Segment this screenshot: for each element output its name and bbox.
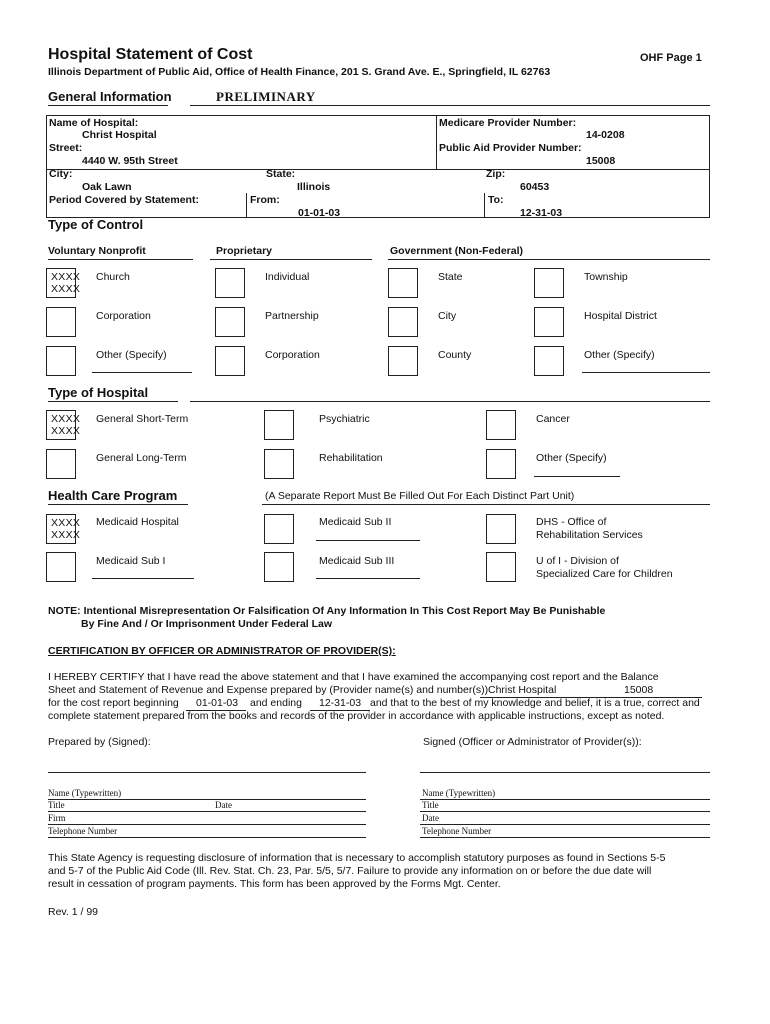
individual-label: Individual xyxy=(265,271,310,283)
preparer-name-line[interactable] xyxy=(48,799,366,800)
medicaid-hospital-label: Medicaid Hospital xyxy=(96,516,179,528)
hospital-name-label: Name of Hospital: xyxy=(49,117,139,129)
cert-line-2: Sheet and Statement of Revenue and Expense prepared by (Provider name(s) and number(s)) xyxy=(48,684,489,696)
state-label: State: xyxy=(266,168,296,180)
preparer-date-label: Date xyxy=(215,800,232,810)
cert-provider-number[interactable]: 15008 xyxy=(624,684,654,696)
footer-line-2: and 5-7 of the Public Aid Code (Ill. Rev. Stat. Ch. 23, Par. 5/5, 5/7. Failure to provide any information on or before the due date will xyxy=(48,865,652,877)
medicaid-sub-3-checkbox[interactable] xyxy=(264,552,294,582)
officer-title-line[interactable] xyxy=(420,811,710,812)
cert-line-3c: and that to the best of my knowledge and belief, it is a true, correct and xyxy=(370,697,700,709)
officer-date-label: Date xyxy=(422,813,439,823)
hospital-district-checkbox[interactable] xyxy=(534,307,564,337)
cert-line-1: I HEREBY CERTIFY that I have read the above statement and that I have examined the accompanying cost report and the Balance xyxy=(48,671,659,683)
to-label: To: xyxy=(488,194,504,206)
corporation-proprietary-checkbox[interactable] xyxy=(215,346,245,376)
government-heading: Government (Non-Federal) xyxy=(390,245,524,257)
county-checkbox[interactable] xyxy=(388,346,418,376)
health-care-program-heading: Health Care Program xyxy=(48,488,178,503)
type-of-control-heading: Type of Control xyxy=(48,217,144,232)
footer-line-1: This State Agency is requesting disclosure of information that is necessary to accomplish statutory purposes as found in Sections 5-5 xyxy=(48,852,666,864)
preparer-firm-label: Firm xyxy=(48,813,66,823)
revision-label: Rev. 1 / 99 xyxy=(48,906,98,918)
zip-value[interactable]: 60453 xyxy=(520,181,550,193)
city-label: City: xyxy=(49,168,73,180)
state-checkbox[interactable] xyxy=(388,268,418,298)
page-label: OHF Page 1 xyxy=(640,52,702,64)
cert-line-3b: and ending xyxy=(250,697,302,709)
street-value[interactable]: 4440 W. 95th Street xyxy=(82,155,178,167)
cert-end-date[interactable]: 12-31-03 xyxy=(319,697,362,709)
officer-date-line[interactable] xyxy=(420,824,710,825)
other-hospital-specify-line[interactable] xyxy=(534,476,620,477)
cancer-checkbox[interactable] xyxy=(486,410,516,440)
to-value[interactable]: 12-31-03 xyxy=(520,207,563,219)
state-value[interactable]: Illinois xyxy=(297,181,331,193)
medicaid-sub-2-checkbox[interactable] xyxy=(264,514,294,544)
period-label: Period Covered by Statement: xyxy=(49,194,199,206)
prepared-by-label: Prepared by (Signed): xyxy=(48,736,151,748)
public-aid-label: Public Aid Provider Number: xyxy=(439,142,582,154)
preparer-title-line[interactable] xyxy=(48,811,366,812)
church-checkbox[interactable]: XXXX XXXX xyxy=(46,268,76,298)
uofi-label-2: Specialized Care for Children xyxy=(536,568,673,580)
from-value[interactable]: 01-01-03 xyxy=(298,207,341,219)
officer-telephone-line[interactable] xyxy=(420,837,710,838)
officer-signature-line[interactable] xyxy=(420,772,710,773)
other-government-checkbox[interactable] xyxy=(534,346,564,376)
cert-provider-name[interactable]: Christ Hospital xyxy=(488,684,557,696)
footer-line-3: result in cessation of program payments. This form has been approved by the Forms Mgt. Center. xyxy=(48,878,501,890)
other-voluntary-specify-line[interactable] xyxy=(92,372,192,373)
medicare-label: Medicare Provider Number: xyxy=(439,117,577,129)
city-value[interactable]: Oak Lawn xyxy=(82,181,132,193)
other-hospital-label: Other (Specify) xyxy=(536,452,607,464)
township-checkbox[interactable] xyxy=(534,268,564,298)
officer-name-label: Name (Typewritten) xyxy=(422,788,496,798)
note-line-1: NOTE: Intentional Misrepresentation Or Falsification Of Any Information In This Cost Report May Be Punishable xyxy=(48,605,606,617)
other-voluntary-label: Other (Specify) xyxy=(96,349,167,361)
general-info-heading: General Information xyxy=(48,89,172,104)
preparer-telephone-line[interactable] xyxy=(48,837,366,838)
church-label: Church xyxy=(96,271,130,283)
hospital-name-value[interactable]: Christ Hospital xyxy=(82,129,157,141)
distinct-part-note: (A Separate Report Must Be Filled Out For Each Distinct Part Unit) xyxy=(265,490,575,502)
officer-telephone-label: Telephone Number xyxy=(422,826,492,836)
dhs-checkbox[interactable] xyxy=(486,514,516,544)
corporation-proprietary-label: Corporation xyxy=(265,349,320,361)
proprietary-heading: Proprietary xyxy=(216,245,273,257)
medicaid-sub-1-checkbox[interactable] xyxy=(46,552,76,582)
other-voluntary-checkbox[interactable] xyxy=(46,346,76,376)
officer-title-label: Title xyxy=(422,800,439,810)
individual-checkbox[interactable] xyxy=(215,268,245,298)
street-label: Street: xyxy=(49,142,83,154)
form-title: Hospital Statement of Cost xyxy=(48,46,253,63)
signed-by-label: Signed (Officer or Administrator of Provider(s)): xyxy=(423,736,642,748)
voluntary-nonprofit-heading: Voluntary Nonprofit xyxy=(48,245,146,257)
state-control-label: State xyxy=(438,271,463,283)
county-label: County xyxy=(438,349,472,361)
cert-line-4: complete statement prepared from the books and records of the provider in accordance with applicable instructions, except as noted. xyxy=(48,710,665,722)
uofi-label-1: U of I - Division of xyxy=(536,555,619,567)
psychiatric-checkbox[interactable] xyxy=(264,410,294,440)
partnership-label: Partnership xyxy=(265,310,319,322)
preparer-firm-line[interactable] xyxy=(48,824,366,825)
general-short-term-checkbox[interactable]: XXXX XXXX xyxy=(46,410,76,440)
other-government-label: Other (Specify) xyxy=(584,349,655,361)
preparer-signature-line[interactable] xyxy=(48,772,366,773)
preparer-name-label: Name (Typewritten) xyxy=(48,788,122,798)
dhs-label-1: DHS - Office of xyxy=(536,516,607,528)
preliminary-label: PRELIMINARY xyxy=(216,89,316,104)
other-hospital-checkbox[interactable] xyxy=(486,449,516,479)
city-control-label: City xyxy=(438,310,457,322)
dhs-label-2: Rehabilitation Services xyxy=(536,529,643,541)
uofi-checkbox[interactable] xyxy=(486,552,516,582)
cert-begin-date[interactable]: 01-01-03 xyxy=(196,697,239,709)
medicare-value[interactable]: 14-0208 xyxy=(586,129,625,141)
hospital-district-label: Hospital District xyxy=(584,310,657,322)
general-long-term-label: General Long-Term xyxy=(96,452,187,464)
preparer-telephone-label: Telephone Number xyxy=(48,826,118,836)
corporation-voluntary-label: Corporation xyxy=(96,310,151,322)
township-label: Township xyxy=(584,271,628,283)
general-long-term-checkbox[interactable] xyxy=(46,449,76,479)
preparer-title-label: Title xyxy=(48,800,65,810)
partnership-checkbox[interactable] xyxy=(215,307,245,337)
public-aid-value[interactable]: 15008 xyxy=(586,155,616,167)
note-line-2: By Fine And / Or Imprisonment Under Federal Law xyxy=(81,618,333,630)
psychiatric-label: Psychiatric xyxy=(319,413,370,425)
zip-label: Zip: xyxy=(486,168,506,180)
medicaid-sub-1-label: Medicaid Sub I xyxy=(96,555,166,567)
city-checkbox[interactable] xyxy=(388,307,418,337)
rehabilitation-label: Rehabilitation xyxy=(319,452,383,464)
cancer-label: Cancer xyxy=(536,413,570,425)
officer-name-line[interactable] xyxy=(420,799,710,800)
rehabilitation-checkbox[interactable] xyxy=(264,449,294,479)
medicaid-hospital-checkbox[interactable]: XXXX XXXX xyxy=(46,514,76,544)
from-label: From: xyxy=(250,194,280,206)
form-subtitle: Illinois Department of Public Aid, Office of Health Finance, 201 S. Grand Ave. E., Springfield, IL 62763 xyxy=(48,66,551,78)
type-of-hospital-heading: Type of Hospital xyxy=(48,385,149,400)
other-government-specify-line[interactable] xyxy=(582,372,710,373)
general-short-term-label: General Short-Term xyxy=(96,413,189,425)
cert-line-3a: for the cost report beginning xyxy=(48,697,179,709)
medicaid-sub-3-label: Medicaid Sub III xyxy=(319,555,395,567)
medicaid-sub-2-label: Medicaid Sub II xyxy=(319,516,392,528)
certification-heading: CERTIFICATION BY OFFICER OR ADMINISTRATOR OF PROVIDER(S): xyxy=(48,645,396,657)
corporation-voluntary-checkbox[interactable] xyxy=(46,307,76,337)
